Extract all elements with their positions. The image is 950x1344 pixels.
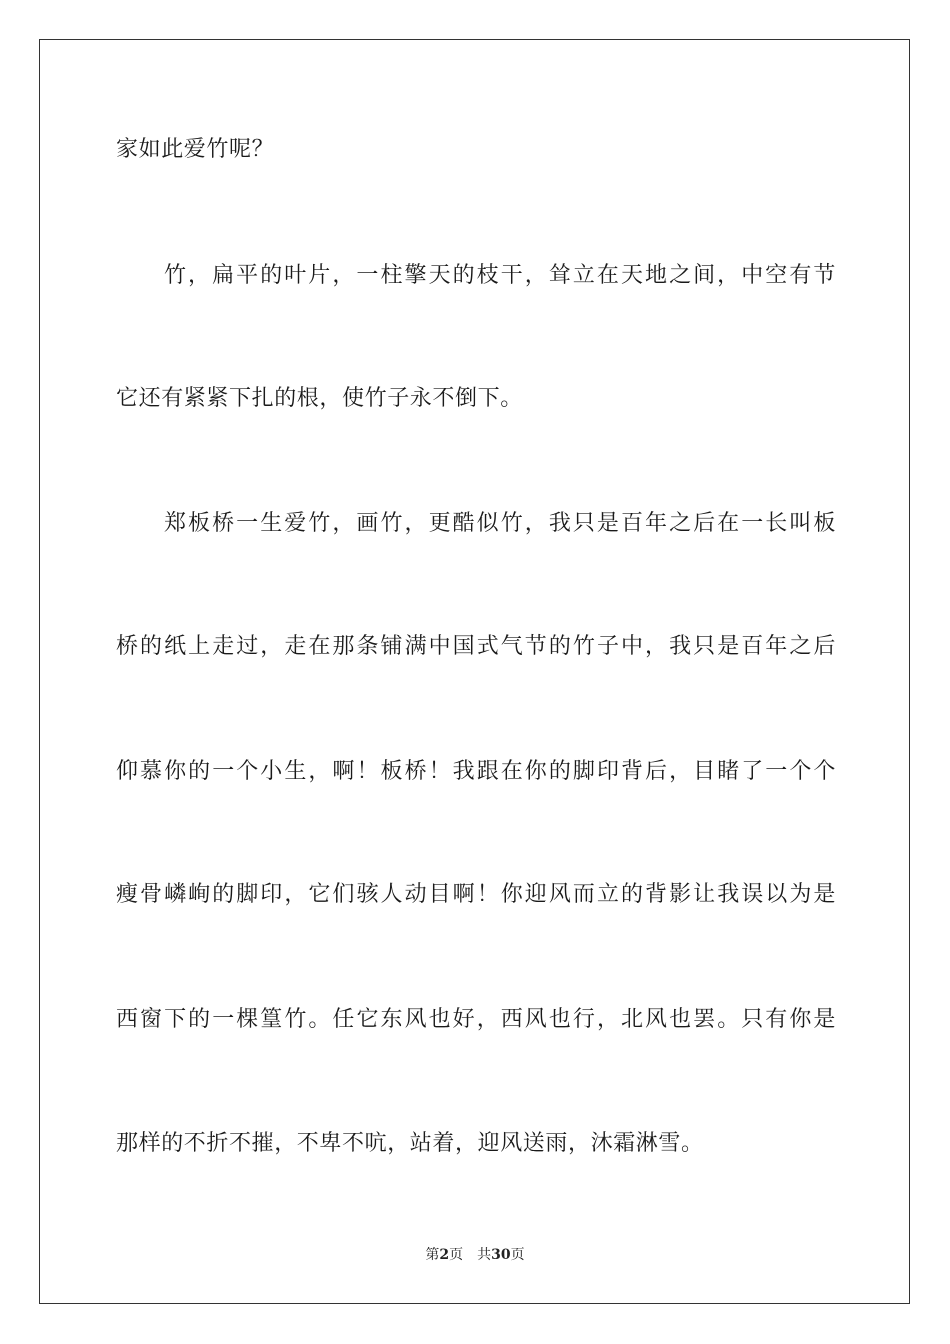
page-prefix: 第 (425, 1247, 440, 1263)
total-pages: 30 (491, 1247, 511, 1263)
total-prefix: 共 (477, 1247, 492, 1263)
page-footer (0, 1246, 950, 1264)
text-line-5: 桥的纸上走过，走在那条铺满中国式气节的竹子中，我只是百年之后 (116, 634, 836, 659)
text-line-3: 它还有紧紧下扎的根，使竹子永不倒下。 (116, 386, 523, 411)
page-number: 2 (439, 1247, 450, 1263)
total-suffix: 页 (510, 1247, 525, 1263)
text-line-6: 仰慕你的一个小生，啊！板桥！我跟在你的脚印背后，目睹了一个个 (116, 759, 836, 784)
text-line-9: 那样的不折不摧，不卑不吭，站着，迎风送雨，沐霜淋雪。 (116, 1131, 704, 1156)
text-line-4: 郑板桥一生爱竹，画竹，更酷似竹，我只是百年之后在一长叫板 (164, 511, 836, 536)
text-line-1: 家如此爱竹呢？ (116, 137, 275, 162)
text-line-8: 西窗下的一棵篁竹。任它东风也好，西风也行，北风也罢。只有你是 (116, 1007, 836, 1032)
text-line-7: 瘦骨嶙峋的脚印，它们骇人动目啊！你迎风而立的背影让我误以为是 (116, 882, 836, 907)
text-line-2: 竹，扁平的叶片，一柱擎天的枝干，耸立在天地之间，中空有节 (164, 263, 836, 288)
page-suffix: 页 (449, 1247, 464, 1263)
page-border (39, 39, 910, 1304)
